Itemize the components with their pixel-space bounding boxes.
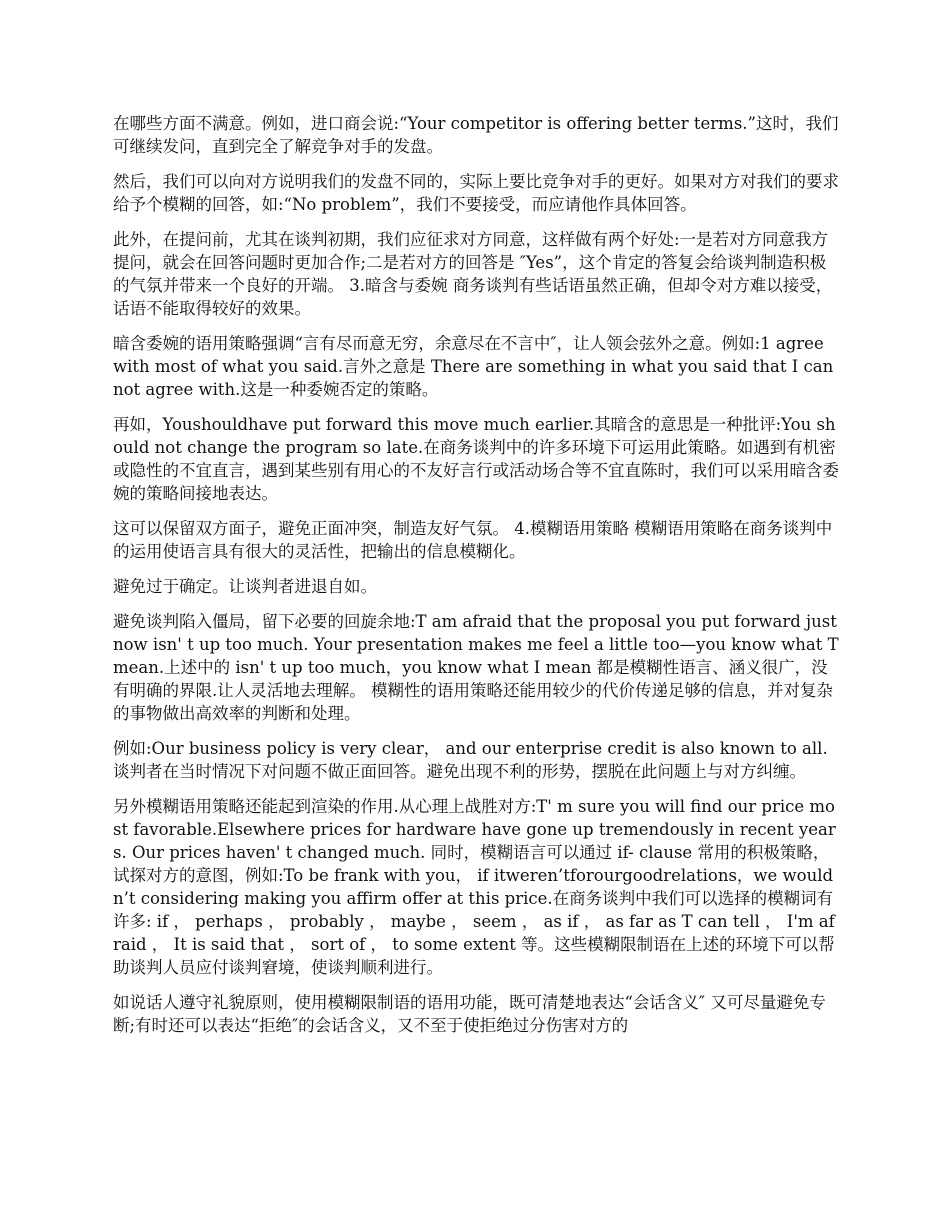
paragraph-vague-strategy-intro: 这可以保留双方面子，避免正面冲突，制造友好气氛。 4.模糊语用策略 模糊语用策略在商务谈判中的运用使语言具有很大的灵活性，把输出的信息模糊化。 xyxy=(113,519,833,561)
paragraph-business-policy: 例如:Our business policy is very clear， and our enterprise credit is also known to all.谈判者在当时情况下对问题不做正面回答。避免出现不利的形势，摆脱在此问题上与对方纠缠。 xyxy=(113,739,828,781)
paragraph-better-offer: 然后，我们可以向对方说明我们的发盘不同的，实际上要比竞争对手的更好。如果对方对我们的要求给予个模糊的回答，如:“No problem”，我们不要接受，而应请他作具体回答。 xyxy=(113,172,839,214)
paragraph-implicit-strategy: 暗含委婉的语用策略强调“言有尽而意无穷，余意尽在不言中″，让人领会弦外之意。例如:1 agree with most of what you said.言外之意是 There are something in what you said that I can not agree with.这是一种委婉否定的策略。 xyxy=(113,334,834,399)
paragraph-competitor-terms: 在哪些方面不满意。例如，进口商会说:“Your competitor is offering better terms.”这时，我们可继续发问，直到完全了解竞争对手的发盘。 xyxy=(113,114,839,156)
paragraph-asking-consent: 此外，在提问前，尤其在谈判初期，我们应征求对方同意，这样做有两个好处:一是若对方同意我方提问，就会在回答问题时更加合作;二是若对方的回答是 ″Yes”，这个肯定的答复会给谈判制造积极的气氛并带来一个良好的开端。 3.暗含与委婉 商务谈判有些话语虽然正确，但却令对方难以接受，话语不能取得较好的效果。 xyxy=(113,230,833,318)
paragraph-avoid-certainty: 避免过于确定。让谈判者进退自如。 xyxy=(113,577,377,596)
paragraph-avoid-deadlock: 避免谈判陷入僵局，留下必要的回旋余地:T am afraid that the proposal you put forward just now isn' t up too much. Your presentation makes me feel a little too—you know what T mean.上述中的 isn' t up too much，you know what I mean 都是模糊性语言、涵义很广，没有明确的界限.让人灵活地去理解。 模糊性的语用策略还能用较少的代价传递足够的信息，并对复杂的事物做出高效率的判断和处理。 xyxy=(113,612,839,723)
document-page xyxy=(113,112,839,1049)
paragraph-politeness-principle: 如说话人遵守礼貌原则，使用模糊限制语的语用功能，既可清楚地表达“会话含义″ 又可尽量避免专断;有时还可以表达“拒绝″的会话含义，又不至于使拒绝过分伤害对方的 xyxy=(113,993,826,1035)
paragraph-vague-rendering: 另外模糊语用策略还能起到渲染的作用.从心理上战胜对方:T' m sure you will find our price most favorable.Elsewhere prices for hardware have gone up tremendously in recent years. Our prices haven' t changed much. 同时，模糊语言可以通过 if- clause 常用的积极策略，试探对方的意图，例如:To be frank with you， if itweren’tforourgoodrelations，we wouldn’t considering making you affirm offer at this price.在商务谈判中我们可以选择的模糊词有许多: if ， perhaps ， probably ， maybe ， seem ， as if ， as far as T can tell ， I'm afraid ， It is said that ， sort of ， to some extent 等。这些模糊限制语在上述的环境下可以帮助谈判人员应付谈判窘境，使谈判顺利进行。 xyxy=(113,797,836,977)
paragraph-implied-criticism: 再如，Youshouldhave put forward this move much earlier.其暗含的意思是一种批评:You should not change the program so late.在商务谈判中的许多环境下可运用此策略。如遇到有机密或隐性的不宜直言，遇到某些别有用心的不友好言行或活动场合等不宜直陈时，我们可以采用暗含委婉的策略间接地表达。 xyxy=(113,415,839,503)
